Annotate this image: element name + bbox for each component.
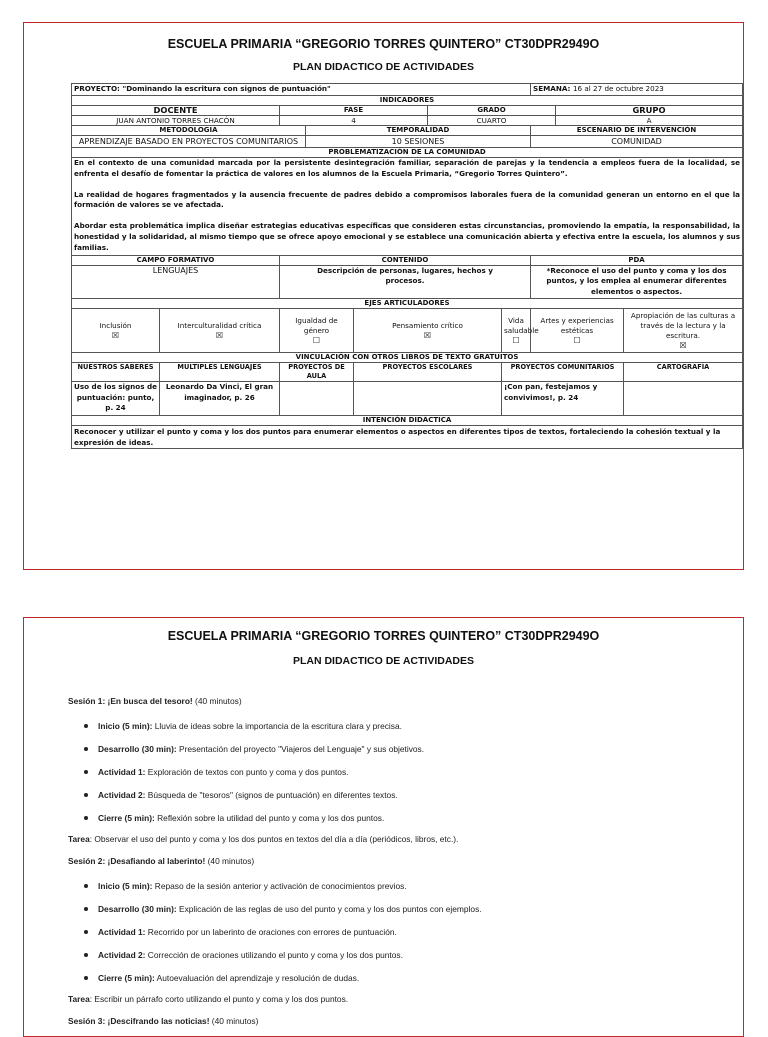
sessions-list [68, 696, 713, 1036]
session-item [84, 973, 359, 983]
vinculacion-value: Leonardo Da Vinci, El gran imaginador, p. 26 [160, 382, 280, 416]
session-title [68, 696, 242, 706]
eje-5 [502, 309, 539, 353]
campo-value: LENGUAJES [72, 265, 280, 299]
vinculacion-header: NUESTROS SABERES [72, 363, 160, 382]
problematizacion-text [72, 158, 743, 256]
plan-table [71, 83, 743, 449]
page-2 [23, 617, 744, 1037]
project-label: PROYECTO: [74, 84, 120, 93]
vinculacion-headers [72, 363, 743, 382]
fase-value: 4 [280, 116, 428, 126]
session-item [84, 767, 348, 777]
vinculacion-values [72, 382, 743, 416]
pda-header: PDA [531, 255, 743, 265]
school-title-2: ESCUELA PRIMARIA “GREGORIO TORRES QUINTERO” CT30DPR2949O [167, 629, 600, 643]
session-tarea [68, 994, 348, 1004]
session-item-text: Reflexión sobre la utilidad del punto y coma y los dos puntos. [154, 813, 385, 823]
intencion-title: INTENCIÓN DIDÁCTICA [72, 416, 743, 426]
bold-label: Tarea [68, 994, 90, 1004]
eje-1 [72, 309, 160, 353]
tarea-text: : Escribir un párrafo corto utilizando el punto y coma y los dos puntos. [89, 994, 349, 1004]
bullet-icon [84, 884, 88, 888]
eje-checkbox-icon[interactable]: ☒ [215, 330, 224, 340]
ejes-row [72, 309, 743, 353]
eje-7 [624, 309, 743, 353]
eje-6 [531, 309, 624, 353]
bullet-icon [84, 930, 88, 934]
vinculacion-title: VINCULACIÓN CON OTROS LIBROS DE TEXTO GRATUITOS [72, 353, 743, 363]
session-item [84, 904, 482, 914]
eje-checkbox-icon[interactable]: ☐ [512, 335, 520, 345]
eje-label: Artes y experiencias estéticas [540, 315, 614, 335]
eje-label: Vida saludable [504, 315, 539, 335]
temporalidad-header: TEMPORALIDAD [306, 126, 531, 136]
campo-header: CAMPO FORMATIVO [72, 255, 280, 265]
session-title [68, 1016, 258, 1026]
bold-label: Inicio (5 min): [98, 721, 153, 731]
temporalidad-value: 10 SESIONES [306, 136, 531, 148]
tarea-text: : Observar el uso del punto y coma y los dos puntos en textos del día a día (periódicos, libros, etc.). [89, 834, 459, 844]
session-tarea [68, 834, 458, 844]
bullet-icon [84, 976, 88, 980]
vinculacion-value [624, 382, 743, 416]
bold-label: Inicio (5 min): [98, 881, 153, 891]
eje-4 [354, 309, 502, 353]
eje-checkbox-icon[interactable]: ☐ [573, 335, 581, 345]
session-item [84, 881, 407, 891]
grado-value: CUARTO [428, 116, 556, 126]
contenido-header: CONTENIDO [280, 255, 531, 265]
escenario-header: ESCENARIO DE INTERVENCIÓN [531, 126, 743, 136]
bold-label: Desarrollo (30 min): [98, 744, 177, 754]
problematizacion-p2: La realidad de hogares fragmentados y la ausencia frecuente de padres debido a compromisos laborales fuera de la comunidad generan un entorno en el que la formación de valores se ve afectada. [74, 189, 741, 210]
bold-label: Cierre (5 min): [98, 813, 155, 823]
ejes-title: EJES ARTICULADORES [72, 299, 743, 309]
bullet-icon [84, 793, 88, 797]
vinculacion-value [280, 382, 354, 416]
project-name: "Dominando la escritura con signos de puntuación" [122, 84, 331, 93]
eje-label: Pensamiento crítico [392, 320, 463, 330]
vinculacion-header: CARTOGRAFÍA [624, 363, 743, 382]
week-value: 16 al 27 de octubre 2023 [572, 84, 664, 93]
docente-value: JUAN ANTONIO TORRES CHACÓN [72, 116, 280, 126]
week-label: SEMANA: [533, 84, 571, 93]
fase-header: FASE [280, 106, 428, 116]
session-duration: (40 minutos) [205, 856, 255, 866]
session-item-text: Repaso de la sesión anterior y activación de conocimientos previos. [152, 881, 407, 891]
session-item-text: Explicación de las reglas de uso del punto y coma y los dos puntos con ejemplos. [176, 904, 482, 914]
contenido-value: Descripción de personas, lugares, hechos y procesos. [280, 265, 531, 299]
vinculacion-header: PROYECTOS ESCOLARES [354, 363, 502, 382]
session-item [84, 813, 384, 823]
session-item-text: Búsqueda de "tesoros" (signos de puntuación) en diferentes textos. [145, 790, 398, 800]
pda-value: *Reconoce el uso del punto y coma y los dos puntos, y los emplea al enumerar diferentes elementos o aspectos. [531, 265, 743, 299]
grado-header: GRADO [428, 106, 556, 116]
vinculacion-header: MULTIPLES LENGUAJES [160, 363, 280, 382]
school-title: ESCUELA PRIMARIA “GREGORIO TORRES QUINTERO” CT30DPR2949O [167, 37, 600, 51]
session-item [84, 790, 398, 800]
bullet-icon [84, 724, 88, 728]
intencion-text: Reconocer y utilizar el punto y coma y los dos puntos para enumerar elementos o aspectos en diferentes tipos de textos, fortaleciendo la cohesión textual y la expresión de ideas. [72, 426, 743, 449]
grupo-header: GRUPO [556, 106, 743, 116]
docente-header: DOCENTE [72, 106, 280, 116]
bullet-icon [84, 907, 88, 911]
session-item [84, 950, 403, 960]
eje-checkbox-icon[interactable]: ☒ [423, 330, 432, 340]
bullet-icon [84, 770, 88, 774]
vinculacion-value [354, 382, 502, 416]
eje-checkbox-icon[interactable]: ☐ [312, 335, 321, 345]
session-item-text: Lluvia de ideas sobre la importancia de la escritura clara y precisa. [152, 721, 402, 731]
session-item-text: Exploración de textos con punto y coma y dos puntos. [145, 767, 349, 777]
session-item-text: Corrección de oraciones utilizando el punto y coma y los dos puntos. [145, 950, 403, 960]
session-item [84, 744, 424, 754]
project-row [72, 84, 743, 96]
bold-label: Actividad 2: [98, 950, 146, 960]
session-item-text: Autoevaluación del aprendizaje y resolución de dudas. [154, 973, 360, 983]
eje-checkbox-icon[interactable]: ☒ [679, 340, 687, 350]
grupo-value: A [556, 116, 743, 126]
bold-label: Sesión 3: ¡Descifrando las noticias! [68, 1016, 210, 1026]
bullet-icon [84, 747, 88, 751]
session-duration: (40 minutos) [192, 696, 242, 706]
session-item [84, 927, 397, 937]
eje-label: Inclusión [99, 320, 132, 330]
plan-title-2: PLAN DIDACTICO DE ACTIVIDADES [292, 655, 475, 667]
bold-label: Actividad 2: [98, 790, 146, 800]
bold-label: Tarea [68, 834, 90, 844]
eje-2 [160, 309, 280, 353]
eje-label: Igualdad de género [295, 315, 338, 335]
vinculacion-value: Uso de los signos de puntuación: punto, p. 24 [72, 382, 160, 416]
problematizacion-p1: En el contexto de una comunidad marcada por la persistente desintegración familiar, separación de parejas y la tendencia a empleos fuera de la localidad, se enfrenta el desafío de fomentar la práctica de valores en los alumnos de la Escuela Primaria, “Gregorio Torres Quintero”. [74, 158, 741, 178]
metodologia-value: APRENDIZAJE BASADO EN PROYECTOS COMUNITARIOS [72, 136, 306, 148]
vinculacion-value: ¡Con pan, festejamos y convivimos!, p. 24 [502, 382, 624, 416]
plan-title: PLAN DIDACTICO DE ACTIVIDADES [292, 61, 475, 73]
metodologia-header: METODOLOGIA [72, 126, 306, 136]
bold-label: Cierre (5 min): [98, 973, 155, 983]
session-item-text: Presentación del proyecto "Viajeros del Lenguaje" y sus objetivos. [176, 744, 425, 754]
eje-label: Interculturalidad crítica [177, 320, 262, 330]
page-1 [23, 22, 744, 570]
bold-label: Actividad 1: [98, 767, 146, 777]
eje-checkbox-icon[interactable]: ☒ [111, 330, 120, 340]
session-item-text: Recorrido por un laberinto de oraciones con errores de puntuación. [145, 927, 397, 937]
bullet-icon [84, 816, 88, 820]
problematizacion-p3: Abordar esta problemática implica diseñar estrategias educativas específicas que consideren estas circunstancias, promoviendo la empatía, la responsabilidad, la honestidad y la solidaridad, al mismo tiempo que se ofrece apoyo emocional y se establece una comunicación abierta y efectiva entre la escuela, los alumnos y sus familias. [74, 221, 741, 252]
bold-label: Desarrollo (30 min): [98, 904, 177, 914]
vinculacion-header: PROYECTOS DE AULA [280, 363, 354, 382]
bullet-icon [84, 953, 88, 957]
bold-label: Sesión 2: ¡Desafiando al laberinto! [68, 856, 206, 866]
bold-label: Actividad 1: [98, 927, 146, 937]
session-item [84, 721, 402, 731]
problematizacion-title: PROBLEMATIZACIÓN DE LA COMUNIDAD [72, 148, 743, 158]
bold-label: Sesión 1: ¡En busca del tesoro! [68, 696, 193, 706]
escenario-value: COMUNIDAD [531, 136, 743, 148]
indicadores-title: INDICADORES [72, 96, 743, 106]
eje-label: Apropiación de las culturas a través de la lectura y la escritura. [630, 310, 736, 340]
session-duration: (40 minutos) [209, 1016, 259, 1026]
vinculacion-header: PROYECTOS COMUNITARIOS [502, 363, 624, 382]
session-title [68, 856, 254, 866]
eje-3 [280, 309, 354, 353]
